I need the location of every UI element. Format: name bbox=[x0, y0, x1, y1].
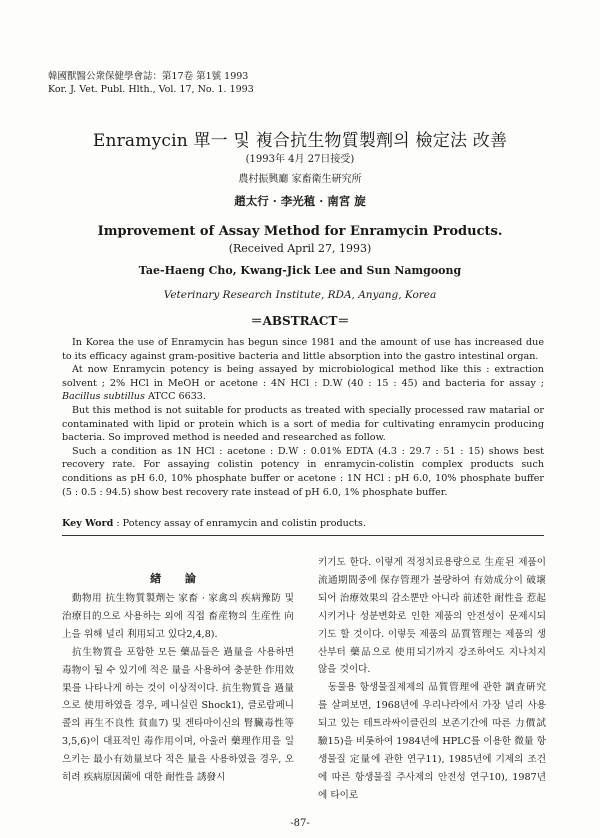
section-heading-introduction: 緖 論 bbox=[150, 572, 206, 585]
journal-header-english: Kor. J. Vet. Publ. Hlth., Vol. 17, No. 1. 1993 bbox=[48, 84, 254, 95]
body-paragraph: 動物用 抗生物質製劑는 家畜 · 家禽의 疾病豫防 및 治療目的으로 사용하는 외에 직접 畜産物의 生産性 向上을 위해 널리 利用되고 있다2,4,8). bbox=[62, 593, 294, 640]
species-name: Bacillus subtillus bbox=[62, 391, 145, 403]
abstract-paragraph: But this method is not suitable for products as treated with specially processed raw matarial or contaminated with lipid or protein which is a sort of media for cultivating enramycin producing bacteria. So improved method is needed and researched as follow. bbox=[62, 404, 544, 444]
institute-korean: 農村振興廳 家畜衛生硏究所 bbox=[238, 174, 362, 185]
abstract-text: At now Enramycin potency is being assayed by microbiological method like this : extraction solvent ; 2% HCl in MeOH or acetone : 4N HCl : D.W (40 : 15 : 45) and bacteria for assay ; bbox=[62, 364, 544, 389]
authors-korean: 趙太行 · 李光稙 · 南宮 旋 bbox=[234, 194, 366, 208]
institute-english: Veterinary Research Institute, RDA, Anyang, Korea bbox=[163, 289, 437, 301]
abstract-body bbox=[62, 336, 544, 499]
page-number: -87- bbox=[290, 818, 310, 829]
keywords-label: Key Word bbox=[62, 518, 114, 529]
title-korean: Enramycin 單一 및 複合抗生物質製劑의 檢定法 改善 bbox=[92, 131, 508, 151]
keywords-text: : Potency assay of enramycin and colistin products. bbox=[113, 518, 366, 529]
journal-header bbox=[48, 70, 254, 96]
divider bbox=[62, 535, 544, 536]
title-english: Improvement of Assay Method for Enramycin Products. bbox=[97, 224, 503, 239]
abstract-paragraph bbox=[62, 363, 544, 404]
received-date-korean: (1993年 4月 27日接受) bbox=[245, 154, 355, 165]
left-column bbox=[62, 590, 294, 787]
received-date-english: (Received April 27, 1993) bbox=[228, 242, 372, 255]
abstract-text: ATCC 6633. bbox=[144, 391, 206, 403]
abstract-paragraph: Such a condition as 1N HCl : acetone : D.W : 0.01% EDTA (4.3 : 29.7 : 51 : 15) shows best recovery rate. For assaying colistin potency in enramycin-colistin complex products such conditions as pH 6.0, 10% phosphate buffer or acetone : 1N HCl : pH 6.0, 10% phosphate buffer (5 : 0.5 : 94.5) show best recovery rate instead of pH 6.0, 1% phosphate buffer. bbox=[62, 445, 544, 498]
right-column bbox=[318, 554, 546, 805]
abstract-paragraph: In Korea the use of Enramycin has begun since 1981 and the amount of use has increased due to its efficacy against gram-positive bacteria and little absorption into the gastro intestinal organ. bbox=[62, 337, 544, 362]
authors-english: Tae-Haeng Cho, Kwang-Jick Lee and Sun Namgoong bbox=[138, 264, 462, 277]
keywords bbox=[62, 518, 544, 529]
journal-header-korean: 韓國獸醫公衆保健學會誌：第17卷 第1號 1993 bbox=[48, 71, 249, 82]
body-paragraph: 抗生物質을 포함한 모든 藥品들은 過量을 사용하면 毒物이 될 수 있기에 적은 量을 사용하여 충분한 作用效果를 나타나게 하는 것이 이상적이다. 抗生物質을 過量으로 使用하였을 경우, 페니실린 Shock1), 클로람페니콜의 再生不良性 貧血7) 및 겐타마이신의 腎臟毒性等3,5,6)이 대표적인 毒作用이며, 아울러 藥理作用을 일으키는 最小有効量보다 적은 量을 사용하였을 경우, 오히려 疾病原因菌에 대한 耐性을 誘發시 bbox=[62, 646, 294, 784]
body-paragraph: 동물용 항생물질제제의 品質管理에 관한 調査硏究를 살펴보면, 1968년에 우리나라에서 가장 널리 사용되고 있는 테트라싸이클린의 보존기간에 따른 力價試驗15)을 비롯하여 1984년에 HPLC를 이용한 微量 항생물질 定量에 관한 연구11), 1985년에 기제의 조건에 따른 항생물질 주사제의 안전성 연구10), 1987년에 타이로 bbox=[318, 682, 546, 801]
abstract-heading: ＝ABSTRACT＝ bbox=[250, 314, 350, 328]
body-paragraph: 키기도 한다. 이렇게 적정치료용량으로 生産된 제품이 流通期間중에 保存管理가 불량하여 有効成分이 破壞되어 治療效果의 감소뿐만 아니라 前述한 耐性을 惹起시키거나 성분변화로 인한 제품의 안전성이 문제시되기도 할 것이다. 이렇듯 제품의 品質管理는 제품의 생산부터 藥品으로 使用되기까지 강조하여도 지나치지 않을 것이다. bbox=[318, 557, 546, 676]
